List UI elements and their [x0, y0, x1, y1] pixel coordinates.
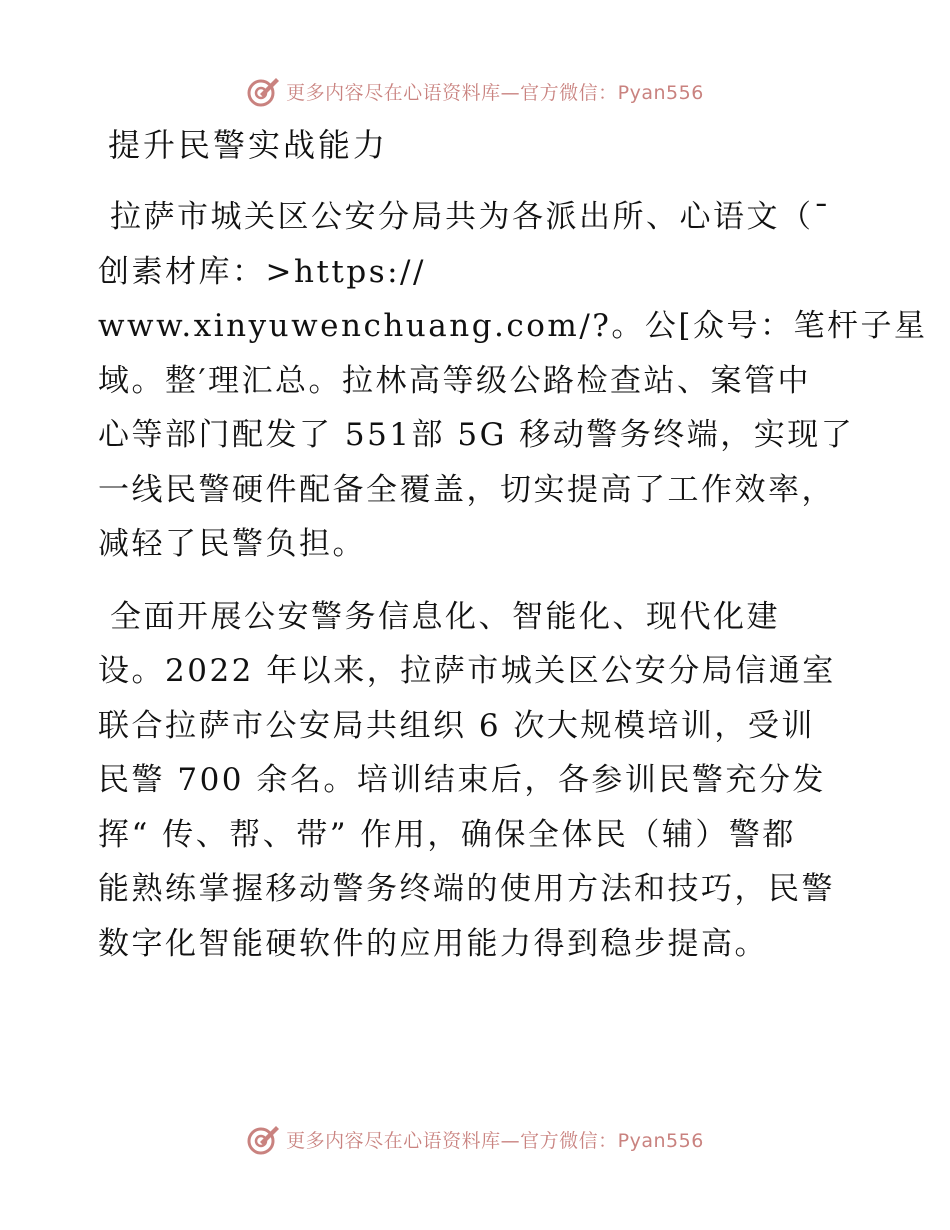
text-line: 设。2022 年以来，拉萨市城关区公安分局信通室	[98, 653, 836, 689]
text-line: www.xinyuwenchuang.com/?。公[众号：笔杆子星	[98, 308, 928, 344]
text-line: 民警 700 余名。培训结束后，各参训民警充分发	[98, 762, 826, 798]
text-line: 创素材库：>https://	[98, 253, 426, 290]
section-heading: 提升民警实战能力	[108, 126, 389, 164]
text-line: 全面开展公安警务信息化、智能化、现代化建	[110, 598, 780, 635]
text-line: 拉萨市城关区公安分局共为各派出所、心语文（¯	[110, 199, 832, 235]
text-line: 数字化智能硬软件的应用能力得到稳步提高。	[98, 925, 768, 962]
watermark-text: 更多内容尽在心语资料库—官方微信：Pyan556	[286, 1129, 704, 1152]
pen-logo-icon	[246, 1122, 280, 1156]
header-watermark	[0, 71, 950, 111]
document-body	[98, 118, 928, 989]
text-line: 心等部门配发了 551部 5G 移动警务终端，实现了	[98, 417, 855, 453]
paragraph-2	[98, 590, 858, 972]
text-line: 联合拉萨市公安局共组织 6 次大规模培训，受训	[98, 707, 815, 744]
pen-logo-icon	[246, 74, 280, 108]
text-line: 减轻了民警负担。	[98, 526, 366, 562]
text-line: 一线民警硬件配备全覆盖，切实提高了工作效率，	[98, 471, 835, 508]
paragraph-1	[98, 190, 928, 572]
text-line: 能熟练掌握移动警务终端的使用方法和技巧，民警	[98, 871, 835, 907]
text-line: 域。整′理汇总。拉林高等级公路检查站、案管中	[98, 362, 812, 399]
text-line: 挥“ 传、帮、带” 作用，确保全体民（辅）警都	[98, 816, 796, 853]
footer-watermark	[0, 1119, 950, 1159]
watermark-text: 更多内容尽在心语资料库—官方微信：Pyan556	[286, 81, 704, 104]
